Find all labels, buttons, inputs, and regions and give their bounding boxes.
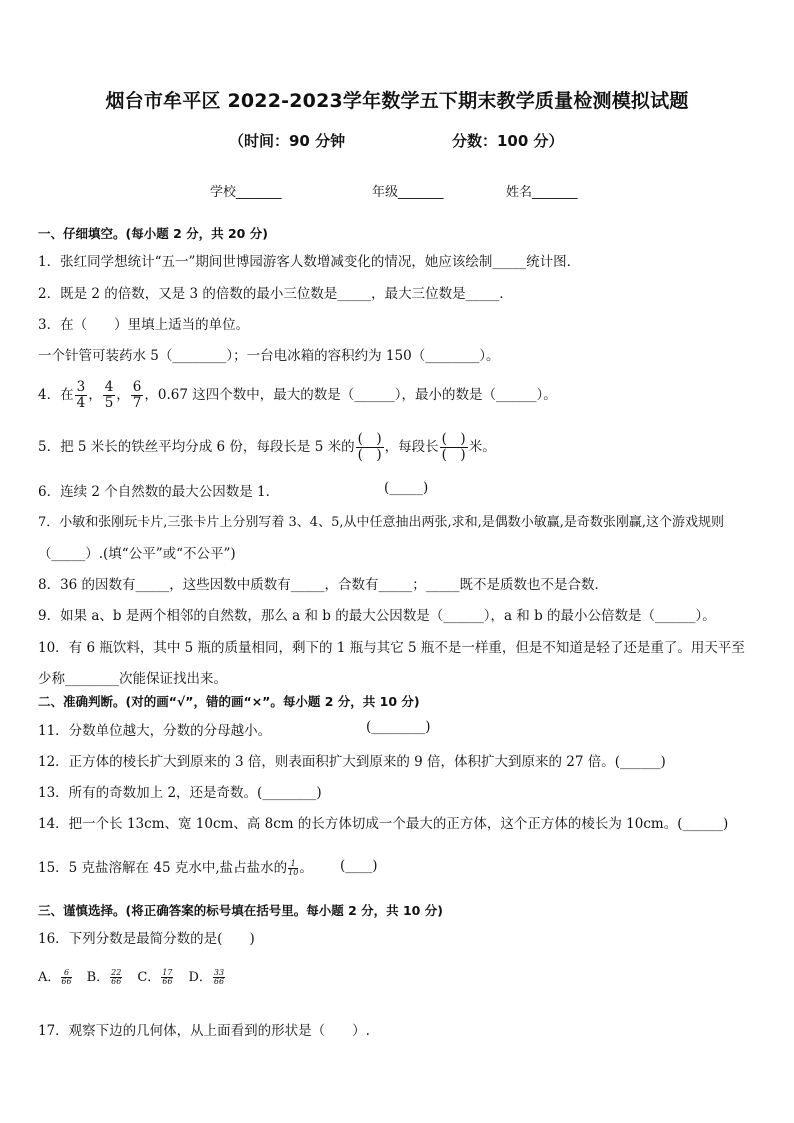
exam-time: （时间：90 分钟: [229, 132, 346, 150]
fraction-4-5: $\frac{4}{5}$: [104, 379, 114, 411]
question-9: 9．如果 a、b 是两个相邻的自然数，那么 a 和 b 的最大公因数是（______），a 和 b 的最小公倍数是（______）。: [38, 608, 716, 624]
question-16: 16．下列分数是最简分数的是( ): [38, 931, 255, 947]
fraction-3-4: $\frac{3}{4}$: [76, 379, 86, 411]
option-a[interactable]: A． $\frac{6}{66}$: [38, 967, 72, 986]
question-4: [38, 380, 557, 411]
option-b[interactable]: B． $\frac{22}{66}$: [86, 967, 122, 986]
question-3: 3．在（ ）里填上适当的单位。: [38, 317, 250, 333]
question-15-blank[interactable]: (____): [340, 858, 378, 874]
question-7: 7．小敏和张刚玩卡片,三张卡片上分别写着 3、4、5,从中任意抽出两张,求和,是偶数小敏赢,是奇数张刚赢,这个游戏规则: [38, 515, 725, 530]
question-6-blank[interactable]: (_____): [384, 480, 429, 496]
q15-suffix: 。: [299, 860, 313, 876]
question-10: 10．有 6 瓶饮料，其中 5 瓶的质量相同，剩下的 1 瓶与其它 5 瓶不是一样重，但是不知道是轻了还是重了。用天平至: [38, 640, 745, 656]
fraction-blank-1[interactable]: $\frac{( )}{( )}$: [357, 431, 382, 463]
q4-separator-1: ，: [88, 386, 102, 403]
exam-score: 分数：100 分）: [452, 132, 564, 150]
question-3-detail: 一个针管可装药水 5（________）；一台电冰箱的容积约为 150（________）。: [38, 348, 500, 364]
grade-field[interactable]: 年级_______: [372, 185, 444, 200]
q5-suffix: 米。: [468, 438, 496, 455]
question-16-options: [38, 966, 240, 986]
question-12: 12．正方体的棱长扩大到原来的 3 倍，则表面积扩大到原来的 9 倍，体积扩大到原来的 27 倍。(______): [38, 754, 666, 770]
question-11: 11．分数单位越大，分数的分母越小。: [38, 723, 272, 739]
section-heading-true-false: 二、准确判断。(对的画“√”，错的画“×”。每小题 2 分，共 10 分): [38, 694, 420, 709]
q4-suffix: ，0.67 这四个数中，最大的数是（______），最小的数是（______）。: [144, 386, 557, 403]
question-13: 13．所有的奇数加上 2，还是奇数。(________): [38, 785, 322, 801]
fraction-blank-2[interactable]: $\frac{( )}{( )}$: [441, 431, 466, 463]
q4-separator-2: ，: [116, 386, 130, 403]
question-7-answer: （_____）.(填“公平”或“不公平”): [38, 546, 236, 562]
question-14: 14．把一个长 13cm、宽 10cm、高 8cm 的长方体切成一个最大的正方体，这个正方体的棱长为 10cm。(______): [38, 816, 729, 832]
name-field[interactable]: 姓名_______: [506, 185, 578, 200]
option-c[interactable]: C． $\frac{17}{66}$: [137, 967, 173, 986]
q5-middle: ，每段长: [384, 438, 439, 455]
question-1: 1．张红同学想统计“五一”期间世博园游客人数增减变化的情况，她应该绘制_____统计图．: [38, 254, 581, 270]
section-heading-multiple-choice: 三、谨慎选择。(将正确答案的标号填在括号里。每小题 2 分，共 10 分): [38, 903, 443, 918]
question-10-answer: 少称________次能保证找出来。: [38, 671, 227, 687]
q15-prefix: 15．5 克盐溶解在 45 克水中,盐占盐水的: [38, 860, 288, 876]
question-17: 17．观察下边的几何体，从上面看到的形状是（ ）.: [38, 1023, 370, 1039]
section-heading-fill-in: 一、仔细填空。(每小题 2 分，共 20 分): [38, 226, 268, 241]
fraction-1-10: $\frac{1}{10}$: [288, 858, 299, 877]
q4-prefix: 4．在: [38, 386, 74, 403]
q5-prefix: 5．把 5 米长的铁丝平均分成 6 份，每段长是 5 米的: [38, 438, 355, 455]
question-2: 2．既是 2 的倍数，又是 3 的倍数的最小三位数是_____，最大三位数是_____．: [38, 286, 513, 302]
page-title: 烟台市牟平区 2022-2023学年数学五下期末教学质量检测模拟试题: [105, 90, 689, 112]
question-11-blank[interactable]: (________): [366, 719, 431, 735]
question-6: 6．连续 2 个自然数的最大公因数是 1．: [38, 484, 280, 500]
fraction-6-7: $\frac{6}{7}$: [132, 379, 142, 411]
school-field[interactable]: 学校_______: [210, 185, 282, 200]
option-d[interactable]: D． $\frac{33}{66}$: [188, 967, 225, 986]
question-5: [38, 432, 496, 463]
question-8: 8．36 的因数有_____，这些因数中质数有_____，合数有_____；_____既不是质数也不是合数．: [38, 577, 609, 593]
question-15: [38, 856, 313, 877]
